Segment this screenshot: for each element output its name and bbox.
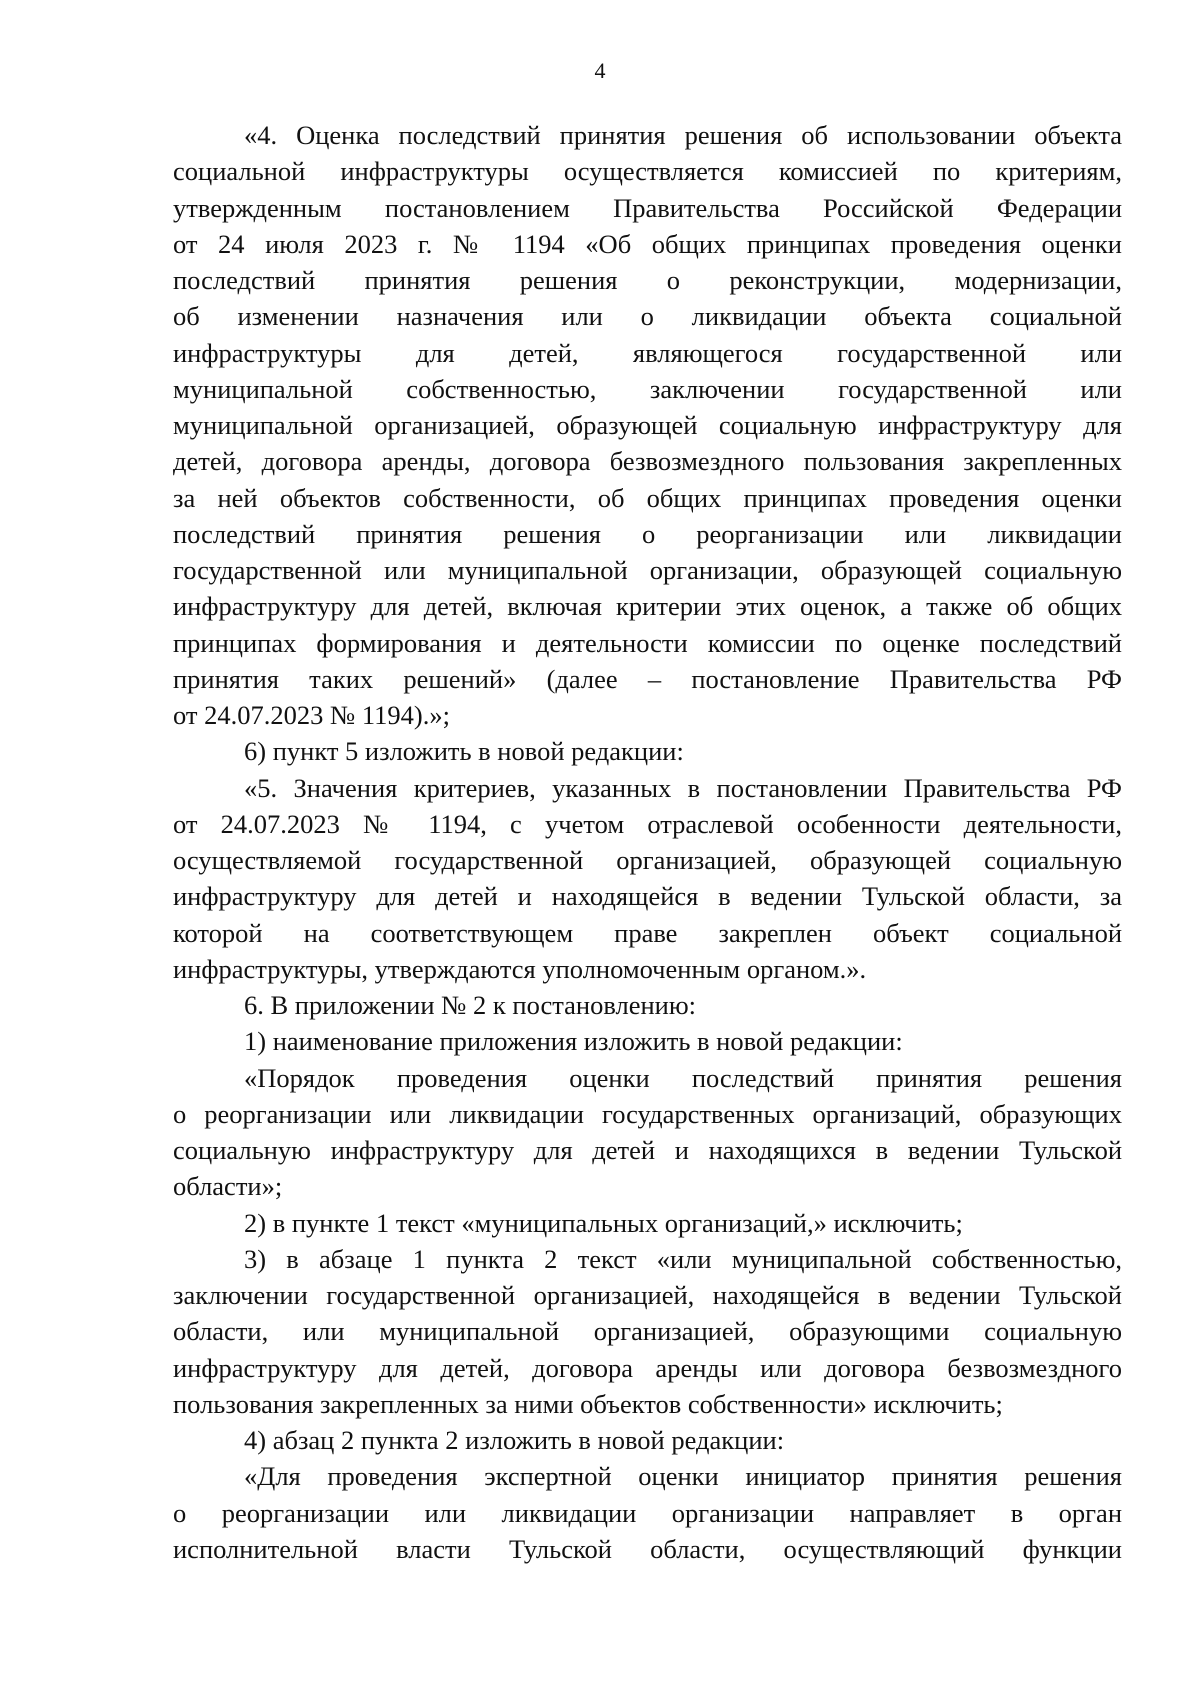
text-line: принятия таких решений» (далее – постановление Правительства РФ [173, 663, 1122, 694]
paragraph [173, 987, 1122, 1023]
text-line: социальной инфраструктуры осуществляется комиссией по критериям, [173, 156, 1122, 187]
text-line: утвержденным постановлением Правительства Российской Федерации [173, 192, 1122, 223]
text-line: инфраструктуры для детей, являющегося государственной или [173, 337, 1122, 368]
text-line: 2) в пункте 1 текст «муниципальных организаций,» исключить; [244, 1207, 963, 1238]
paragraph [173, 117, 1122, 733]
text-line: 6. В приложении № 2 к постановлению: [244, 990, 697, 1020]
text-line: о реорганизации или ликвидации государственных организаций, образующих [173, 1098, 1122, 1129]
text-line: «Порядок проведения оценки последствий принятия решения [244, 1062, 1122, 1093]
text-line: инфраструктуру для детей и находящейся в ведении Тульской области, за [173, 881, 1122, 912]
text-line: 6) пункт 5 изложить в новой редакции: [244, 736, 684, 767]
text-line: 3) в абзаце 1 пункта 2 текст «или муниципальной собственностью, [244, 1243, 1122, 1274]
text-line: муниципальной организацией, образующей социальную инфраструктуру для [173, 410, 1122, 440]
text-line: заключении государственной организацией, находящейся в ведении Тульской [173, 1280, 1122, 1310]
paragraph [173, 1458, 1122, 1567]
text-line: инфраструктуры, утверждаются уполномоченным органом.». [173, 953, 867, 984]
paragraph [173, 1205, 1122, 1241]
text-line: последствий принятия решения о реорганизации или ликвидации [173, 518, 1122, 549]
text-line: от 24 июля 2023 г. № 1194 «Об общих принципах проведения оценки [173, 228, 1122, 259]
text-line: которой на соответствующем праве закреплен объект социальной [173, 917, 1122, 948]
text-line: «5. Значения критериев, указанных в постановлении Правительства РФ [244, 772, 1122, 803]
paragraph [173, 1060, 1122, 1205]
text-line: 1) наименование приложения изложить в новой редакции: [244, 1026, 903, 1057]
text-line: исполнительной власти Тульской области, осуществляющий функции [173, 1533, 1122, 1564]
text-line: детей, договора аренды, договора безвозмездного пользования закрепленных [173, 446, 1122, 477]
paragraph [173, 770, 1122, 988]
text-line: от 24.07.2023 № 1194).»; [173, 700, 450, 730]
paragraph [173, 733, 1122, 769]
paragraph [173, 1241, 1122, 1422]
text-line: области, или муниципальной организацией, образующими социальную [173, 1316, 1122, 1347]
text-line: 4) абзац 2 пункта 2 изложить в новой редакции: [244, 1425, 785, 1455]
paragraph [173, 1023, 1122, 1059]
text-line: инфраструктуру для детей, договора аренды или договора безвозмездного [173, 1352, 1122, 1383]
text-line: осуществляемой государственной организацией, образующей социальную [173, 845, 1122, 875]
text-line: государственной или муниципальной организации, образующей социальную [173, 555, 1122, 585]
text-line: муниципальной собственностью, заключении государственной или [173, 373, 1122, 404]
text-line: инфраструктуру для детей, включая критерии этих оценок, а также об общих [173, 591, 1122, 622]
text-line: социальную инфраструктуру для детей и находящихся в ведении Тульской [173, 1135, 1122, 1165]
text-line: «4. Оценка последствий принятия решения об использовании объекта [244, 120, 1122, 150]
paragraph [173, 1422, 1122, 1458]
text-line: «Для проведения экспертной оценки инициатор принятия решения [244, 1461, 1122, 1492]
text-line: об изменении назначения или о ликвидации объекта социальной [173, 301, 1122, 332]
text-line: принципах формирования и деятельности комиссии по оценке последствий [173, 627, 1122, 658]
text-line: пользования закрепленных за ними объектов собственности» исключить; [173, 1388, 1003, 1419]
page-number: 4 [594, 58, 606, 83]
text-line: области»; [173, 1171, 283, 1202]
document-body [173, 117, 1122, 1567]
text-line: за ней объектов собственности, об общих принципах проведения оценки [173, 482, 1122, 513]
text-line: от 24.07.2023 № 1194, с учетом отраслевой особенности деятельности, [173, 808, 1122, 839]
text-line: о реорганизации или ликвидации организации направляет в орган [173, 1497, 1122, 1528]
text-line: последствий принятия решения о реконструкции, модернизации, [173, 265, 1122, 295]
